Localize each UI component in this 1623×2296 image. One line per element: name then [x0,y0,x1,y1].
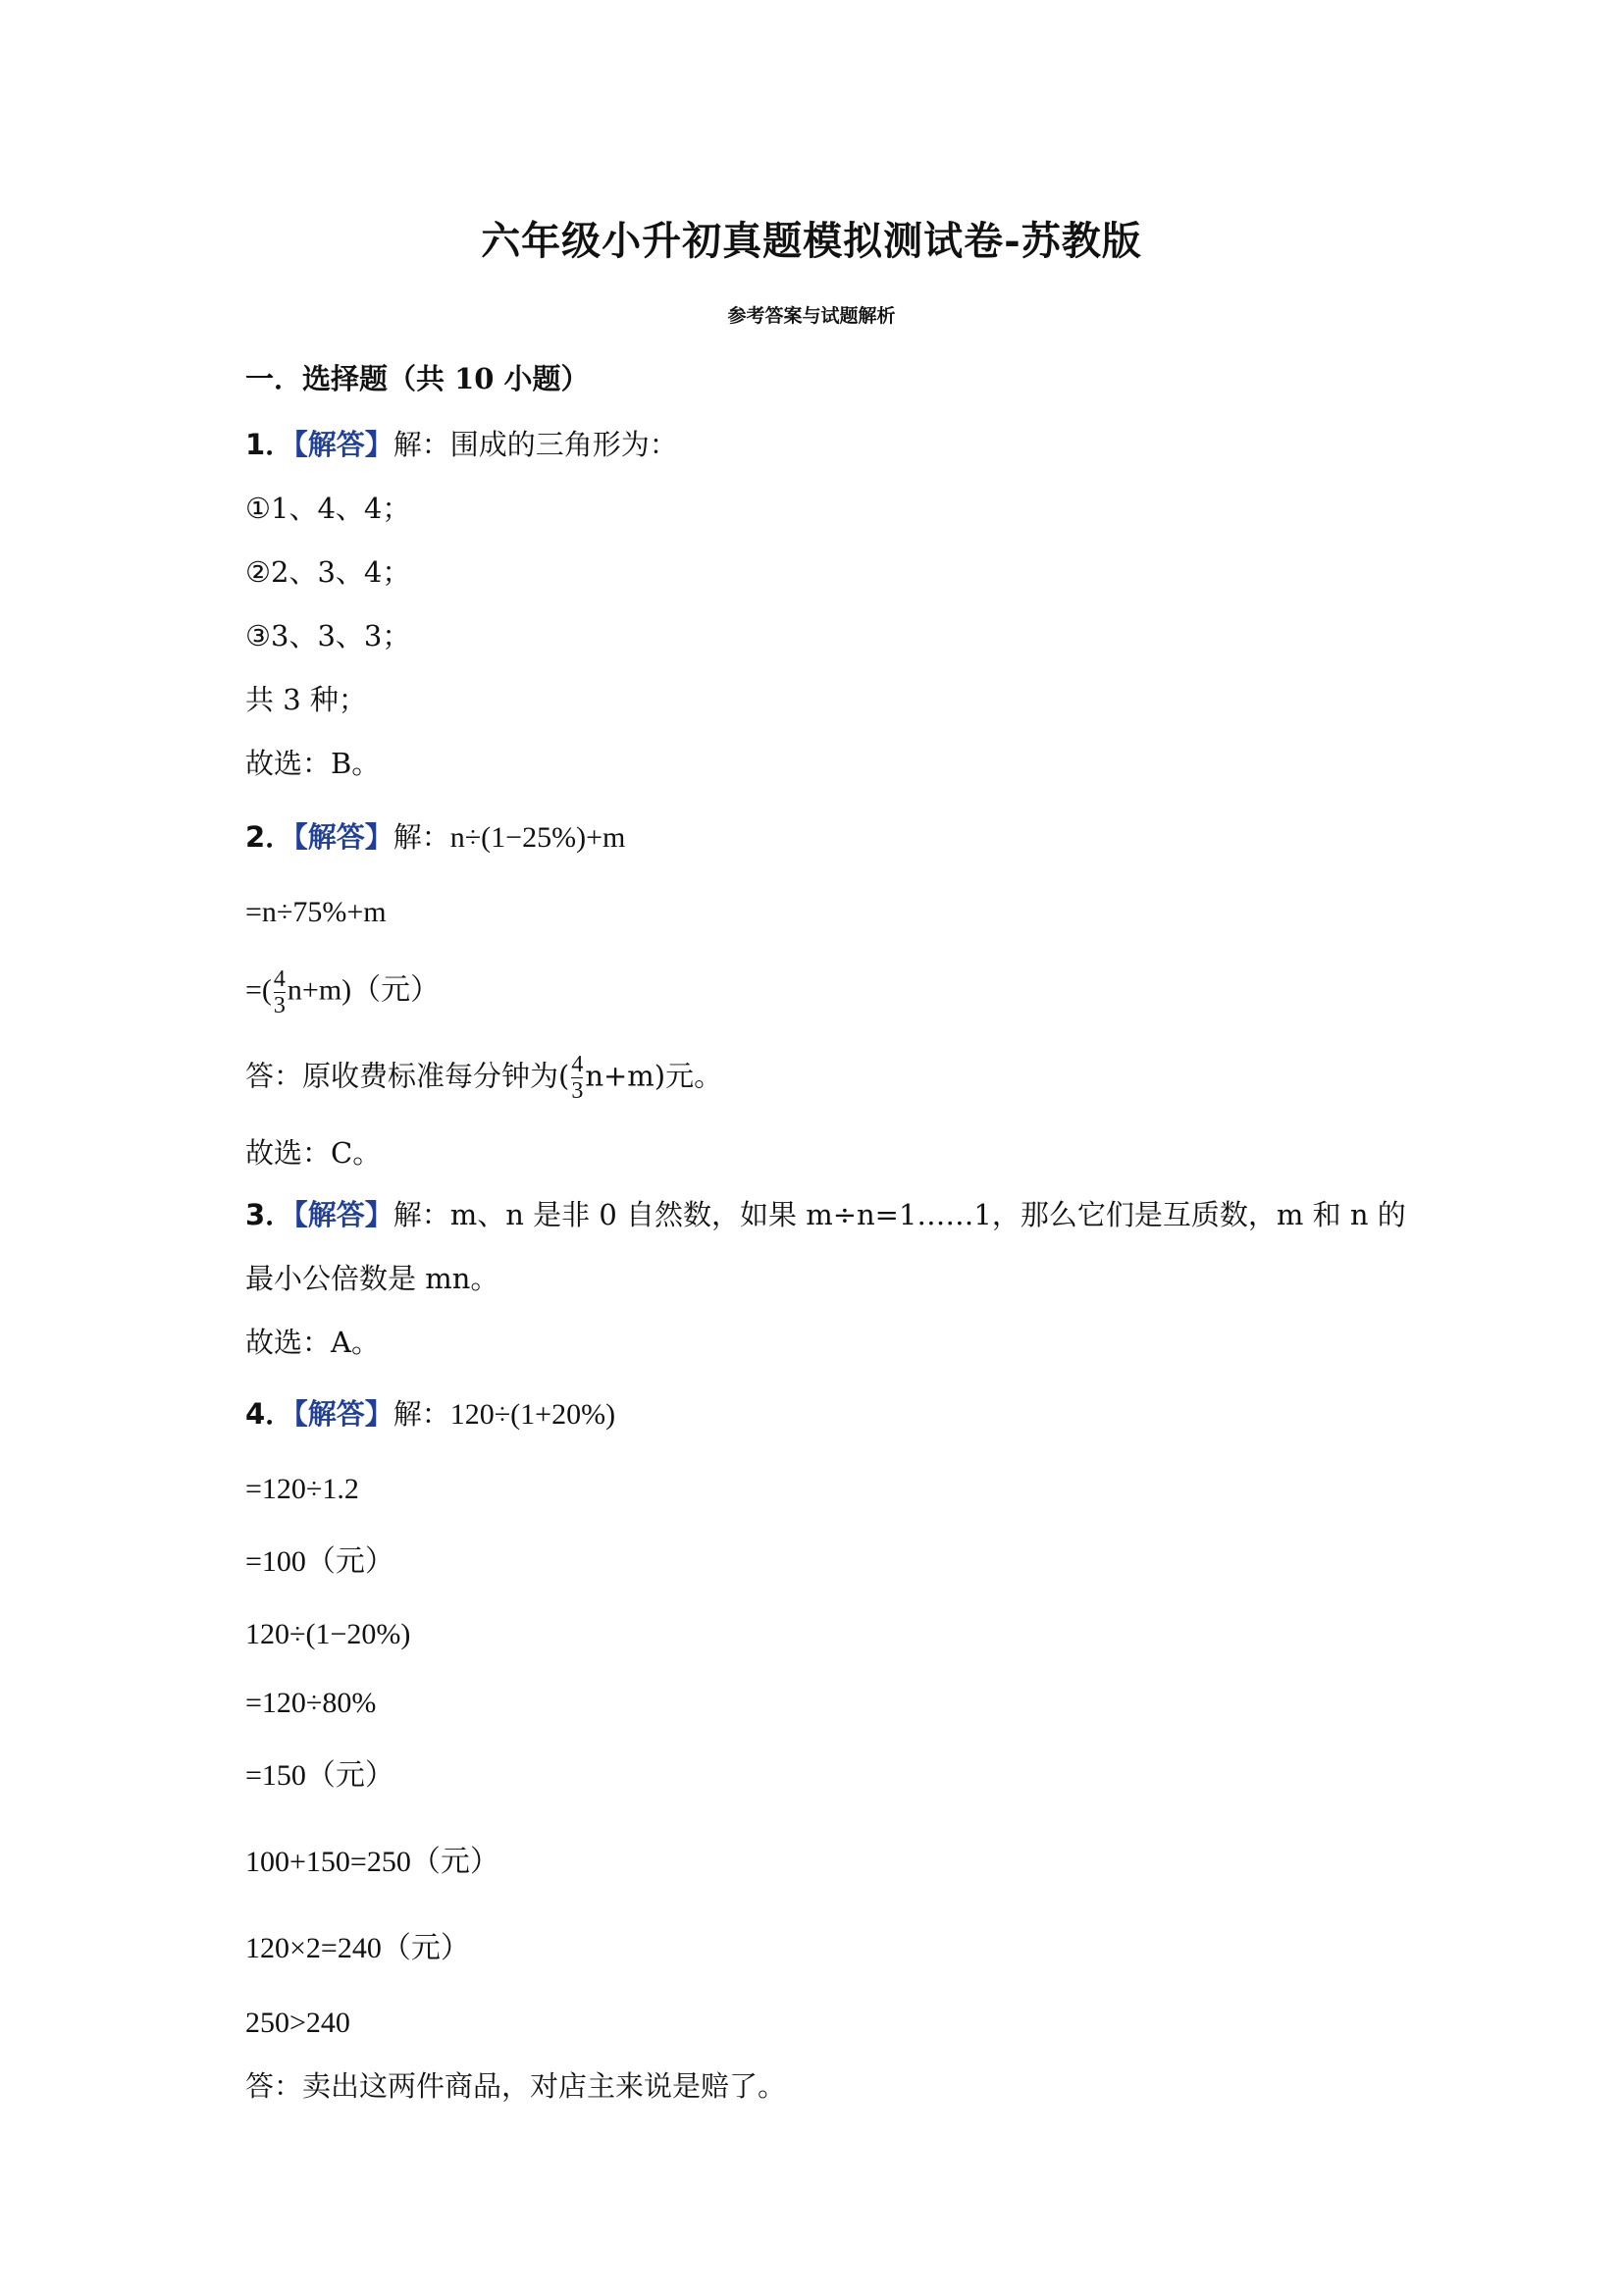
question-3-text: 解：m、n 是非 0 自然数，如果 m÷n=1……1，那么它们是互质数，m 和 n 的 [393,1198,1406,1231]
fraction-denominator: 3 [273,993,286,1018]
question-4-answer: 答：卖出这两件商品，对店主来说是赔了。 [245,2069,787,2103]
math-expression: 120÷(1+20%) [449,1398,616,1431]
question-2-intro: 解： [393,820,450,854]
fraction-numerator: 4 [273,966,286,992]
question-number: 4． [245,1397,294,1431]
math-suffix: n+m)（元） [287,973,441,1007]
question-number: 1． [245,428,294,461]
question-4-header [245,1394,615,1435]
math-expression: =120÷1.2 [245,1473,359,1505]
math-expression: 250>240 [245,2007,350,2039]
answer-tag: 【解答】 [293,1198,393,1231]
math-expression: 120×2=240（元） [245,1932,470,1964]
question-1-line: ②2、3、4； [245,555,411,589]
answer-tag: 【解答】 [293,820,393,854]
answer-suffix: n+m)元。 [585,1059,723,1093]
fraction-numerator: 4 [571,1052,584,1077]
math-prefix: =( [245,973,272,1007]
math-expression: n÷(1−25%)+m [449,821,626,854]
question-2-header [245,817,625,858]
fraction [571,1052,583,1104]
fraction-denominator: 3 [571,1078,584,1104]
question-1-intro: 解：围成的三角形为： [393,428,678,461]
math-expression: =n÷75%+m [245,896,387,928]
math-expression: 120÷(1−20%) [245,1618,411,1650]
math-expression: =120÷80% [245,1687,377,1719]
question-1-line: 共 3 种； [245,683,367,716]
math-expression [245,966,440,1018]
fraction [274,966,286,1018]
question-4-intro: 解： [393,1397,450,1431]
document-title: 六年级小升初真题模拟测试卷-苏教版 [481,218,1142,264]
math-expression: =150（元） [245,1759,394,1792]
question-1-line: ①1、4、4； [245,492,411,525]
question-2-selection: 故选：C。 [245,1136,382,1170]
question-3-header [245,1195,1406,1234]
question-3-selection: 故选：A。 [245,1326,380,1359]
answer-tag: 【解答】 [293,1397,393,1431]
document-subtitle: 参考答案与试题解析 [727,305,896,327]
math-expression: =100（元） [245,1545,394,1578]
question-1-line: ③3、3、3； [245,619,411,652]
answer-tag: 【解答】 [293,428,393,461]
answer-prefix: 答：原收费标准每分钟为( [245,1059,570,1093]
question-3-text: 最小公倍数是 mn。 [245,1262,499,1295]
section-heading: 一．选择题（共 10 小题） [245,362,590,395]
math-expression: 100+150=250（元） [245,1846,499,1878]
question-1-selection: 故选：B。 [245,747,381,780]
question-2-answer [245,1052,722,1104]
question-number: 3． [245,1198,294,1231]
question-1-header [245,425,678,464]
question-number: 2． [245,820,294,854]
